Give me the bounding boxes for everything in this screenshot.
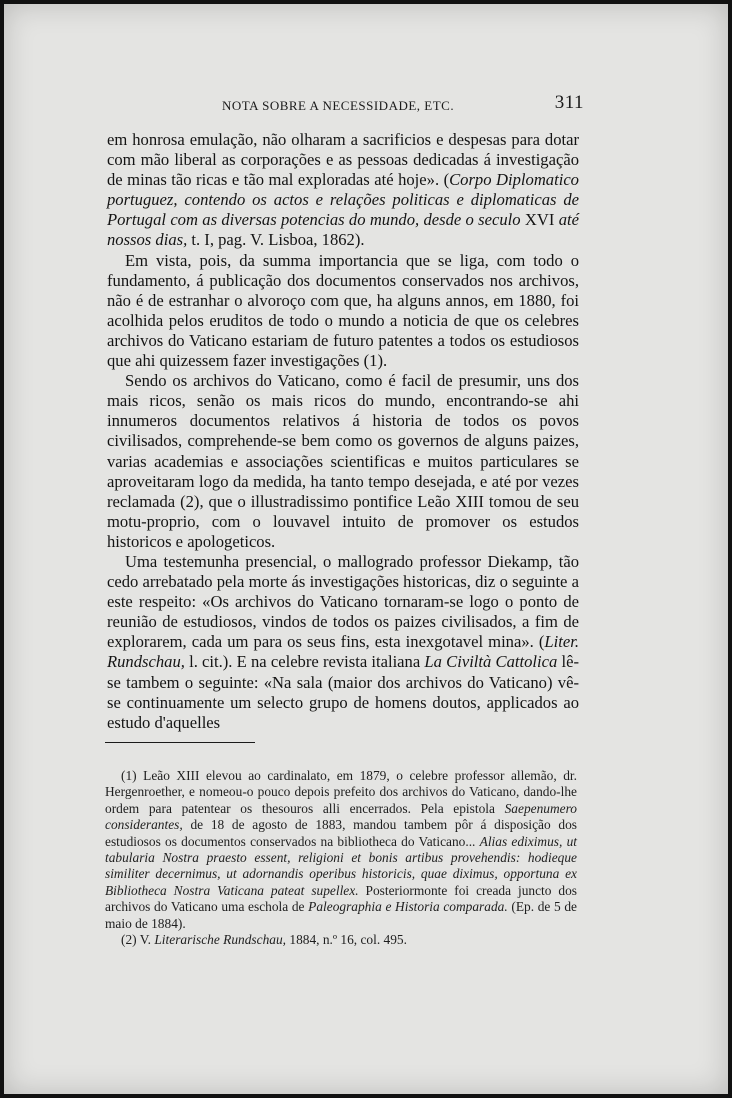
- fn1-epistle-title: Saepenumero considerantes,: [105, 800, 577, 833]
- p1-century: XVI: [520, 210, 559, 230]
- footnotes: [105, 768, 577, 948]
- p4-review-title: La Civiltà Cattolica: [424, 652, 558, 672]
- fn1-text-d: (Ep. de 5 de maio de 1884).: [105, 899, 578, 931]
- fn2-text-a: (2) V.: [121, 932, 155, 948]
- p4-text-a: Uma testemunha presencial, o mallogrado professor Diekamp, tão cedo arrebatado pela morte ás investigações historicas, diz o seguinte a este respeito: «Os archivos do Vaticano tornaram-se logo o ponto de reunião de estudiosos, vindos de todos os paizes civilisados, a fim de explorarem, cada um para os seus fins, esta inexgotavel mina». (: [107, 551, 579, 652]
- fn2-text-b: 1884, n.º 16, col. 495.: [286, 932, 407, 948]
- p1-text-a: em honrosa emulação, não olharam a sacrificios e despesas para dotar com mão liberal as corporações e as pessoas dedicadas á investigação de minas tão ricas e tão mal exploradas até hoje». (: [107, 130, 579, 190]
- footnote-2: [105, 932, 577, 948]
- fn1-school-title: Paleographia e Historia comparada.: [308, 899, 508, 915]
- footnote-rule: [105, 742, 255, 743]
- fn1-text-b: de 18 de agosto de 1883, mandou tambem pôr á disposição dos estudiosos os documentos conservados na bibliotheca do Vaticano...: [105, 817, 577, 849]
- paragraph-1: [107, 130, 579, 251]
- p1-citation-tail: até nossos dias,: [107, 210, 579, 250]
- paragraph-4: [107, 552, 579, 733]
- p4-text-b: l. cit.). E na celebre revista italiana: [184, 652, 425, 672]
- p1-citation-ref: t. I, pag. V. Lisboa, 1862).: [187, 230, 365, 250]
- p4-text-c: lê-se tambem o seguinte: «Na sala (maior dos archivos do Vaticano) vê-se continuamente um selecto grupo de homens doutos, applicados ao estudo d'aquelles: [107, 652, 579, 732]
- page-header: [102, 92, 584, 116]
- page-number: 311: [554, 92, 584, 113]
- running-title: NOTA SOBRE A NECESSIDADE, ETC.: [222, 98, 455, 113]
- footnote-1: [105, 768, 577, 932]
- fn1-latin-quote: Alias ediximus, ut tabularia Nostra praesto essent, religioni et bonis artibus provehendis: hodieque similiter decernimus, ut adornandis operibus historicis, quae diximus, opportuna ex Bibliotheca Nostra Vaticana pateat supellex.: [105, 833, 577, 898]
- fn2-journal-title: Literarische Rundschau,: [154, 932, 287, 948]
- book-page: [4, 4, 728, 1094]
- p1-citation-title: Corpo Diplomatico portuguez, contendo os actos e relações politicas e diplomaticas de Portugal com as diversas potencias do mundo, desde o seculo: [107, 170, 579, 230]
- main-text: [107, 130, 579, 733]
- fn1-text-c: Posteriormonte foi creada juncto dos archivos do Vaticano uma eschola de: [105, 882, 577, 915]
- paragraph-2: Em vista, pois, da summa importancia que se liga, com todo o fundamento, á publicação dos documentos conservados nos archivos, não é de estranhar o alvoroço com que, ha alguns annos, em 1880, foi acolhida pelos eruditos de todo o mundo a noticia de que os celebres archivos do Vaticano estariam de futuro patentes a todos os estudiosos que ahi quizessem fazer investigações (1).: [107, 250, 579, 371]
- paragraph-3: Sendo os archivos do Vaticano, como é facil de presumir, uns dos mais ricos, senão os mais ricos do mundo, encontrando-se ahi innumeros documentos relativos á historia de todos os povos civilisados, comprehende-se bem como os governos de alguns paizes, varias academias e associações scientificas e muitos particulares se aproveitaram logo da medida, ha tanto tempo desejada, e até por vezes reclamada (2), que o illustradissimo pontifice Leão XIII tomou de seu motu-proprio, com o louvavel intuito de promover os estudos historicos e apologeticos.: [107, 371, 579, 551]
- fn1-text-a: (1) Leão XIII elevou ao cardinalato, em 1879, o celebre professor allemão, dr. Hergenroether, e nomeou-o pouco depois prefeito dos archivos do Vaticano, dando-lhe ordem para patentear os thesouros alli encerrados. Pela epistola: [105, 768, 577, 816]
- p4-journal-title: Liter. Rundschau,: [107, 632, 579, 672]
